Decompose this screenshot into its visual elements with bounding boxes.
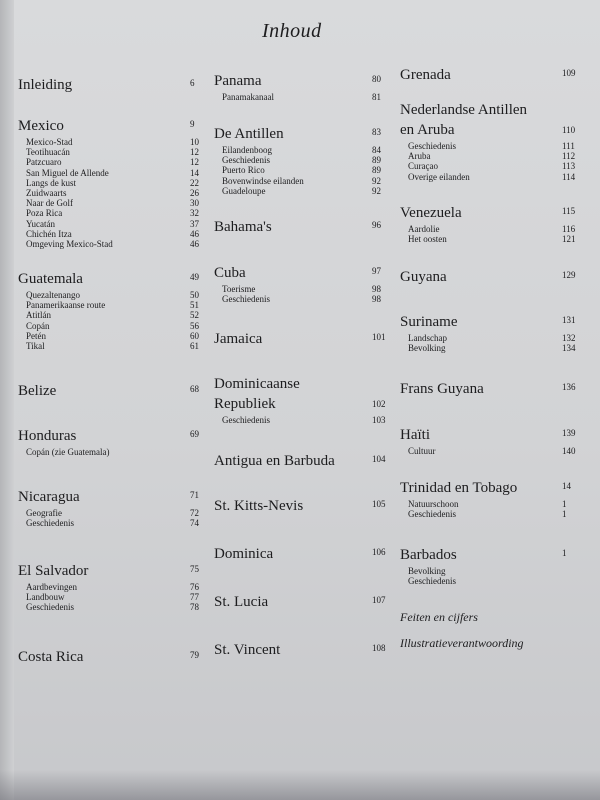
toc-subentry — [400, 446, 586, 456]
toc-subentry-page: 121 — [562, 234, 576, 245]
toc-entry-heading-row — [214, 593, 400, 613]
toc-page-number: 102 — [372, 399, 386, 409]
toc-subentries — [214, 145, 400, 196]
toc-subentry-label: Geschiedenis — [408, 576, 456, 587]
toc-entry-heading-row — [400, 66, 586, 86]
toc-subentry — [400, 343, 586, 353]
toc-subentry-label: Copán (zie Guatemala) — [26, 447, 110, 457]
toc-entry-heading-row — [18, 427, 204, 447]
toc-page-number: 110 — [562, 125, 576, 135]
toc-page-number: 79 — [190, 650, 199, 660]
toc-subentry — [214, 284, 400, 294]
toc-subentry-label: Het oosten — [408, 234, 447, 245]
toc-subentry-label: Puerto Rico — [222, 165, 265, 176]
toc-subentry-label: Yucatán — [26, 218, 55, 229]
toc-heading-line-2: Republiek — [214, 396, 276, 412]
toc-entry-heading-row — [214, 497, 400, 517]
toc-subentry — [18, 582, 204, 592]
toc-heading: De Antillen — [214, 126, 284, 142]
toc-subentry-page: 61 — [190, 340, 199, 351]
toc-subentry — [18, 178, 204, 188]
toc-subentry-page: 76 — [190, 582, 199, 592]
toc-subentry-page: 14 — [190, 167, 199, 178]
toc-subentry — [18, 508, 204, 518]
toc-entry-heading-row — [18, 117, 204, 137]
toc-subentry-page: 89 — [372, 165, 381, 176]
toc-heading: Mexico — [18, 118, 64, 134]
toc-subentry-label: Panamakanaal — [222, 92, 274, 102]
toc-entry — [400, 101, 586, 182]
toc-subentry-label: Petén — [26, 330, 46, 341]
toc-entry-heading-row — [18, 270, 204, 290]
toc-entry — [18, 382, 204, 402]
toc-subentries — [214, 92, 400, 102]
toc-heading: Cuba — [214, 265, 246, 281]
toc-entry — [214, 330, 400, 350]
toc-subentry — [18, 198, 204, 208]
toc-subentry-page: 113 — [562, 161, 576, 172]
toc-page-number: 14 — [562, 481, 571, 491]
toc-heading: Honduras — [18, 428, 77, 444]
toc-page-number: 71 — [190, 490, 199, 500]
toc-entry-heading-row — [400, 313, 586, 333]
toc-entry-heading-row — [214, 218, 400, 238]
toc-heading: Nicaragua — [18, 489, 80, 505]
toc-subentry-page: 46 — [190, 238, 199, 249]
toc-entry — [400, 380, 586, 400]
toc-subentry-label: Quezaltenango — [26, 290, 80, 300]
toc-subentry-page: 12 — [190, 157, 199, 168]
toc-heading: Trinidad en Tobago — [400, 480, 518, 496]
toc-heading: Inleiding — [18, 77, 73, 93]
toc-entry-heading-row — [400, 479, 586, 499]
toc-subentry — [18, 310, 204, 320]
toc-subentry-page: 12 — [190, 147, 199, 158]
toc-heading: Haïti — [400, 427, 430, 443]
toc-heading: Suriname — [400, 314, 458, 330]
toc-heading: St. Lucia — [214, 594, 269, 610]
toc-subentries — [18, 582, 204, 613]
toc-page-number: 97 — [372, 266, 381, 276]
toc-subentry-page: 103 — [372, 415, 386, 425]
toc-subentry-label: Aardolie — [408, 224, 440, 234]
toc-subentry — [18, 137, 204, 147]
toc-entry — [400, 204, 586, 244]
toc-subentry-label: San Miguel de Allende — [26, 167, 109, 178]
toc-heading: Costa Rica — [18, 649, 84, 665]
toc-entry — [214, 497, 400, 517]
toc-entry-heading-row — [400, 380, 586, 400]
toc-subentry-page: 72 — [190, 508, 199, 518]
toc-page-number: 131 — [562, 315, 576, 325]
toc-subentry-label: Geschiedenis — [222, 294, 270, 305]
toc-entry — [214, 375, 400, 425]
toc-entry — [18, 488, 204, 528]
toc-subentry-page: 81 — [372, 92, 381, 102]
toc-entry-heading-row — [214, 452, 400, 472]
toc-page-number: 136 — [562, 382, 576, 392]
toc-page-number: 107 — [372, 595, 386, 605]
toc-subentry — [214, 155, 400, 165]
toc-subentry — [214, 186, 400, 196]
toc-entry — [18, 427, 204, 457]
toc-subentry-label: Landschap — [408, 333, 447, 343]
toc-subentry — [18, 592, 204, 602]
toc-entry — [400, 313, 586, 353]
toc-entry-heading-row — [400, 608, 586, 628]
toc-subentry — [18, 168, 204, 178]
toc-subentry-label: Copán — [26, 320, 50, 331]
toc-subentries — [400, 141, 586, 182]
toc-entry-heading-row — [214, 545, 400, 565]
toc-subentry-page: 46 — [190, 228, 199, 239]
toc-subentry-label: Naar de Golf — [26, 198, 73, 209]
toc-subentry-label: Geschiedenis — [222, 155, 270, 166]
toc-subentry-label: Bevolking — [408, 343, 446, 354]
toc-page-number: 9 — [190, 119, 195, 129]
toc-heading: Guyana — [400, 269, 447, 285]
toc-subentry-label: Poza Rica — [26, 208, 63, 219]
toc-subentry-label: Landbouw — [26, 592, 65, 603]
toc-entry — [18, 76, 204, 96]
toc-heading: Panama — [214, 73, 262, 89]
toc-entry — [214, 72, 400, 102]
toc-entry-heading-row — [18, 562, 204, 582]
toc-subentry-page: 52 — [190, 310, 199, 321]
toc-subentry — [400, 151, 586, 161]
toc-entry-heading-row — [400, 634, 586, 654]
toc-subentry-label: Geschiedenis — [26, 518, 74, 529]
toc-subentry — [400, 172, 586, 182]
toc-entry — [214, 452, 400, 472]
toc-subentry-label: Teotihuacán — [26, 147, 70, 158]
toc-entry-heading-row — [214, 330, 400, 350]
toc-subentry-page: 140 — [562, 446, 576, 456]
toc-subentry-page: 77 — [190, 592, 199, 603]
toc-subentry — [18, 331, 204, 341]
toc-page-number: 108 — [372, 643, 386, 653]
toc-subentry-label: Guadeloupe — [222, 185, 266, 196]
toc-heading: Nederlandse Antillen — [400, 102, 528, 118]
toc-entry — [214, 264, 400, 304]
toc-subentry — [400, 333, 586, 343]
toc-entry-heading-row — [18, 382, 204, 402]
toc-subentries — [400, 499, 586, 519]
toc-entry-heading-row — [214, 72, 400, 92]
toc-subentry — [18, 290, 204, 300]
toc-page-number: 101 — [372, 332, 386, 342]
toc-page-number: 49 — [190, 272, 199, 282]
toc-subentry-page: 89 — [372, 155, 381, 166]
toc-heading: Belize — [18, 383, 57, 399]
toc-subentry-label: Langs de kust — [26, 177, 76, 188]
toc-subentry-page: 10 — [190, 137, 199, 147]
toc-subentry — [18, 229, 204, 239]
toc-subentry — [400, 576, 586, 586]
toc-subentries — [214, 415, 400, 425]
toc-subentry — [400, 566, 586, 576]
toc-entry — [400, 66, 586, 86]
toc-entry-heading-row — [214, 125, 400, 145]
toc-subentries — [400, 224, 586, 244]
toc-entry-heading-row — [18, 648, 204, 668]
toc-subentry-page: 74 — [190, 518, 199, 529]
toc-subentries — [18, 290, 204, 351]
toc-subentry-label: Overige eilanden — [408, 171, 470, 182]
toc-heading: Antigua en Barbuda — [214, 453, 335, 469]
toc-subentry — [18, 447, 204, 457]
toc-heading-line-2: en Aruba — [400, 122, 455, 138]
toc-subentry — [214, 165, 400, 175]
toc-entry-heading-row — [18, 488, 204, 508]
toc-subentries — [214, 284, 400, 304]
toc-subentries — [18, 137, 204, 249]
toc-entry — [400, 634, 586, 654]
toc-subentry-label: Geschiedenis — [408, 141, 456, 151]
toc-entry — [214, 641, 400, 661]
toc-heading: Guatemala — [18, 271, 83, 287]
toc-heading: Bahama's — [214, 219, 272, 235]
toc-subentry-label: Geschiedenis — [26, 602, 74, 613]
toc-heading: Feiten en cijfers — [400, 610, 478, 624]
toc-subentry-page: 98 — [372, 294, 381, 305]
toc-subentry-label: Atitlán — [26, 310, 51, 321]
toc-subentry-page: 1 — [562, 499, 567, 509]
page-title: Inhoud — [262, 20, 322, 42]
toc-subentry-page: 32 — [190, 208, 199, 219]
toc-subentry — [400, 224, 586, 234]
toc-heading: Dominica — [214, 546, 274, 562]
toc-entry-heading-row — [400, 268, 586, 288]
toc-heading: Jamaica — [214, 331, 263, 347]
toc-subentry — [400, 161, 586, 171]
toc-entry — [214, 593, 400, 613]
toc-page-number: 139 — [562, 428, 576, 438]
toc-subentry — [18, 219, 204, 229]
toc-subentry — [18, 518, 204, 528]
toc-subentry-page: 134 — [562, 343, 576, 354]
toc-entry — [400, 546, 586, 586]
toc-subentry — [214, 92, 400, 102]
toc-subentry-label: Panamerikaanse route — [26, 300, 106, 311]
toc-subentry — [18, 300, 204, 310]
toc-entry — [18, 270, 204, 351]
toc-subentry-page: 56 — [190, 320, 199, 331]
toc-page-number: 83 — [372, 127, 381, 137]
toc-subentry-page: 51 — [190, 300, 199, 311]
toc-page-number: 96 — [372, 220, 381, 230]
toc-heading: Frans Guyana — [400, 381, 484, 397]
toc-subentry — [18, 341, 204, 351]
toc-page-number: 6 — [190, 78, 195, 88]
toc-subentry — [400, 141, 586, 151]
toc-entry-heading-row — [214, 641, 400, 661]
toc-subentry-page: 37 — [190, 218, 199, 229]
toc-subentry-label: Curaçao — [408, 161, 438, 172]
toc-subentry-page: 50 — [190, 290, 199, 300]
toc-page-number: 1 — [562, 548, 567, 558]
toc-page-number: 104 — [372, 454, 386, 464]
toc-subentry-page: 78 — [190, 602, 199, 613]
toc-entry — [18, 117, 204, 249]
toc-page-number: 80 — [372, 74, 381, 84]
toc-subentry-label: Toerisme — [222, 284, 256, 294]
toc-subentry-page: 114 — [562, 171, 576, 182]
toc-entry — [400, 479, 586, 519]
toc-subentry — [18, 321, 204, 331]
toc-subentry-page: 84 — [372, 145, 381, 155]
toc-entry-heading-row — [18, 76, 204, 96]
toc-heading: Grenada — [400, 67, 451, 83]
toc-subentry — [214, 294, 400, 304]
toc-subentry-page: 116 — [562, 224, 576, 234]
toc-heading: Dominicaanse — [214, 376, 300, 392]
toc-heading-row-2 — [214, 395, 400, 415]
toc-subentry-label: Geografie — [26, 508, 62, 518]
toc-entry — [400, 268, 586, 288]
toc-subentry-page: 92 — [372, 175, 381, 186]
toc-heading: St. Kitts-Nevis — [214, 498, 304, 514]
toc-entry — [214, 545, 400, 565]
toc-entry — [18, 562, 204, 613]
toc-subentries — [400, 333, 586, 353]
toc-page-number: 68 — [190, 384, 199, 394]
toc-subentry — [18, 157, 204, 167]
toc-column-3 — [400, 0, 590, 800]
toc-subentry-page: 30 — [190, 198, 199, 209]
toc-subentry-label: Patzcuaro — [26, 157, 62, 168]
toc-page-number: 109 — [562, 68, 576, 78]
toc-subentry-label: Bovenwindse eilanden — [222, 175, 304, 186]
toc-column-2 — [214, 0, 404, 800]
toc-page-number: 105 — [372, 499, 386, 509]
toc-page-number: 115 — [562, 206, 576, 216]
toc-page-number: 69 — [190, 429, 199, 439]
toc-column-1 — [18, 0, 208, 800]
toc-heading: El Salvador — [18, 563, 89, 579]
toc-subentry-label: Chichén Itza — [26, 228, 72, 239]
toc-entry — [400, 608, 586, 628]
toc-entry-heading-row — [214, 264, 400, 284]
toc-entry — [18, 648, 204, 668]
toc-subentry — [400, 234, 586, 244]
toc-subentry-label: Aruba — [408, 151, 431, 162]
toc-subentry-label: Omgeving Mexico-Stad — [26, 238, 113, 249]
toc-subentries — [18, 508, 204, 528]
toc-subentry-page: 1 — [562, 509, 567, 520]
toc-subentry-label: Bevolking — [408, 566, 446, 576]
toc-subentry-label: Mexico-Stad — [26, 137, 73, 147]
toc-subentry — [214, 145, 400, 155]
toc-subentry — [18, 602, 204, 612]
page-shadow — [0, 770, 600, 800]
toc-subentry-page: 112 — [562, 151, 576, 162]
toc-subentry-page: 92 — [372, 185, 381, 196]
toc-page-number: 129 — [562, 270, 576, 280]
toc-heading: Barbados — [400, 547, 457, 563]
toc-subentry — [18, 147, 204, 157]
toc-heading: St. Vincent — [214, 642, 281, 658]
toc-subentry-label: Geschiedenis — [222, 415, 270, 425]
toc-subentry — [400, 509, 586, 519]
toc-heading: Venezuela — [400, 205, 462, 221]
toc-subentry-label: Geschiedenis — [408, 509, 456, 520]
toc-subentry-page: 132 — [562, 333, 576, 343]
toc-subentries — [400, 566, 586, 586]
toc-subentry — [18, 208, 204, 218]
toc-heading: Illustratieverantwoording — [400, 636, 524, 650]
toc-subentry — [18, 239, 204, 249]
toc-subentry — [214, 176, 400, 186]
toc-page-number: 75 — [190, 564, 199, 574]
toc-entry-heading-row — [400, 204, 586, 224]
toc-subentry-page: 111 — [562, 141, 575, 151]
toc-subentry-label: Eilandenboog — [222, 145, 272, 155]
toc-subentries — [18, 447, 204, 457]
toc-entry-heading-row — [400, 426, 586, 446]
toc-entry — [400, 426, 586, 456]
toc-page-number: 106 — [372, 547, 386, 557]
toc-entry-heading-row — [400, 546, 586, 566]
toc-subentry-label: Zuidwaarts — [26, 187, 67, 198]
toc-subentry-label: Aardbevingen — [26, 582, 77, 592]
toc-subentry-page: 22 — [190, 177, 199, 188]
toc-entry — [214, 125, 400, 196]
toc-subentry-page: 98 — [372, 284, 381, 294]
toc-subentries — [400, 446, 586, 456]
toc-subentry-label: Natuurschoon — [408, 499, 459, 509]
page-edge — [0, 0, 14, 800]
toc-subentry — [400, 499, 586, 509]
toc-subentry — [214, 415, 400, 425]
toc-subentry-page: 60 — [190, 330, 199, 341]
toc-subentry-page: 26 — [190, 187, 199, 198]
toc-subentry-label: Tikal — [26, 340, 45, 351]
toc-subentry — [18, 188, 204, 198]
toc-heading-row-2 — [400, 121, 586, 141]
toc-entry — [214, 218, 400, 238]
toc-subentry-label: Cultuur — [408, 446, 436, 456]
